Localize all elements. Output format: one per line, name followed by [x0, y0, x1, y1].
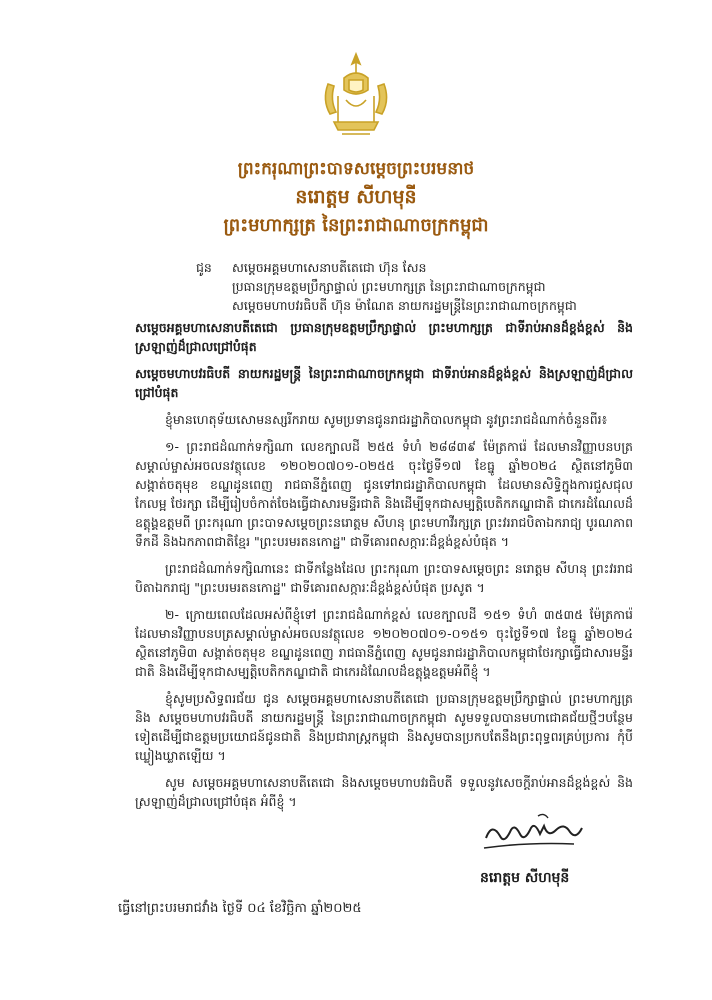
- address-line-3: សម្ដេចមហាបវរធិបតី ហ៊ុន ម៉ាណែត នាយករដ្ឋមន្ត្រីនៃព្រះរាជាណាចក្រកម្ពុជា: [232, 298, 577, 313]
- item-1-paragraph: ១- ព្រះរាជដំណាក់ទក្សិណា លេខក្បាលដី ២៥៥ ទំហំ ២៨៨៣៩ ម៉ែត្រការ៉េ ដែលមានវិញ្ញាបនបត្រសម្គាល់ម្ចាស់អចលនវត្ថុលេខ ១២០២០៧០១-០២៥៥ ចុះថ្ងៃទី១៧ ខែធ្នូ ឆ្នាំ២០២៤ ស្ថិតនៅភូមិ៣ សង្កាត់ចតុមុខ ខណ្ឌដូនពេញ រាជធានីភ្នំពេញ ជូនទៅរាជរដ្ឋាភិបាលកម្ពុជា ដែលមានសិទ្ធិក្នុងការជួសជុលកែលម្អ ថែរក្សា ដើម្បីរៀបចំកាត់ចែងធ្វើជាសារមន្ទីរជាតិ និងដើម្បីទុកជាសម្បត្តិបេតិកភណ្ឌជាតិ ជាកេរដំណែលដ៏ឧត្ដុង្គឧត្ដមពី ព្រះករុណា ព្រះបាទសម្ដេចព្រះនរោត្ដម សីហនុ ព្រះមហាវីរក្សត្រ ព្រះវររាជបិតាឯករាជ្យ បូរណភាពទឹកដី និងឯកភាពជាតិខ្មែរ "ព្រះបរមរតនកោដ្ឋ" ជាទីគោរពសក្ការៈដ៏ខ្ពង់ខ្ពស់បំផុត ។: [135, 439, 633, 549]
- address-to-label: ជូន: [196, 260, 212, 275]
- closing-paragraph: សូម សម្ដេចអគ្គមហាសេនាបតីតេជោ និងសម្ដេចមហាបវរធិបតី ទទួលនូវសេចក្ដីរាប់អានដ៏ខ្ពង់ខ្ពស់ និងស្រឡាញ់ដ៏ជ្រាលជ្រៅបំផុត អំពីខ្ញុំ ។: [135, 775, 633, 809]
- place-and-date: ធ្វើនៅព្រះបរមរាជវាំង ថ្ងៃទី ០៤ ខែវិច្ឆិកា ឆ្នាំ២០២៥: [118, 901, 362, 916]
- royal-coat-of-arms-icon: [316, 50, 396, 140]
- intro-paragraph: ខ្ញុំមានហេតុទ័យសោមនស្សរីករាយ សូមប្រទានជូនរាជរដ្ឋាភិបាលកម្ពុជា នូវព្រះរាជដំណាក់ចំនួនពីរ៖: [165, 412, 608, 427]
- item-2-paragraph: ២- ក្រោយពេលដែលអស់ពីខ្ញុំទៅ ព្រះរាជដំណាក់ខ្ពស់ លេខក្បាលដី ១៥១ ទំហំ ៣៥៣៥ ម៉ែត្រការ៉េ ដែលមានវិញ្ញាបនបត្រសម្គាល់ម្ចាស់អចលនវត្ថុលេខ ១២០២០៧០១-០១៥១ ចុះថ្ងៃទី១៧ ខែធ្នូ ឆ្នាំ២០២៤ ស្ថិតនៅភូមិ៣ សង្កាត់ចតុមុខ ខណ្ឌដូនពេញ រាជធានីភ្នំពេញ សូមជូនរាជរដ្ឋាភិបាលកម្ពុជាថែរក្សាធ្វើជាសារមន្ទីរជាតិ និងដើម្បីទុកជាសម្បត្តិបេតិកភណ្ឌជាតិ ជាកេរដំណែលដ៏ឧត្ដុង្គឧត្ដមអំពីខ្ញុំ ។: [135, 607, 633, 679]
- header-line-1: ព្រះករុណាព្រះបាទសម្ដេចព្រះបរមនាថ: [237, 159, 475, 179]
- header-king-name: នរោត្ដម សីហមុនី: [295, 186, 417, 208]
- header-line-3: ព្រះមហាក្សត្រ នៃព្រះរាជាណាចក្រកម្ពុជា: [223, 215, 489, 236]
- address-line-1: សម្ដេចអគ្គមហាសេនាបតីតេជោ ហ៊ុន សែន: [232, 260, 427, 275]
- item-1-note: ព្រះរាជដំណាក់ទក្សិណានេះ ជាទីកន្លែងដែល ព្រះករុណា ព្រះបាទសម្ដេចព្រះ នរោត្ដម សីហនុ ព្រះវររាជបិតាឯករាជ្យ "ព្រះបរមរតនកោដ្ឋ" ជាទីគោរពសក្ការៈដ៏ខ្ពង់ខ្ពស់បំផុត ប្រសូត ។: [135, 561, 633, 595]
- salutation-2: សម្ដេចមហាបវរធិបតី នាយករដ្ឋមន្ត្រី នៃព្រះរាជាណាចក្រកម្ពុជា ជាទីរាប់អានដ៏ខ្ពង់ខ្ពស់ និងស្រឡាញ់ដ៏ជ្រាលជ្រៅបំផុត: [135, 366, 633, 400]
- blessing-paragraph: ខ្ញុំសូមប្រសិទ្ធពរជ័យ ជូន សម្ដេចអគ្គមហាសេនាបតីតេជោ ប្រធានក្រុមឧត្ដមប្រឹក្សាផ្ទាល់ ព្រះមហាក្សត្រ និង សម្ដេចមហាបវរធិបតី នាយករដ្ឋមន្ត្រី នៃព្រះរាជាណាចក្រកម្ពុជា សូមទទួលបានមហាជោគជ័យថ្មីៗបន្ថែមទៀតដើម្បីជាឧត្ដមប្រយោជន៍ជូនជាតិ និងប្រជារាស្ត្រកម្ពុជា និងសូមបានប្រកបតែនឹងព្រះពុទ្ធពរគ្រប់ប្រការ កុំបីឃ្លៀងឃ្លាតឡើយ ។: [135, 691, 633, 763]
- salutation-1: សម្ដេចអគ្គមហាសេនាបតីតេជោ ប្រធានក្រុមឧត្ដមប្រឹក្សាផ្ទាល់ ព្រះមហាក្សត្រ ជាទីរាប់អានដ៏ខ្ពង់ខ្ពស់ និងស្រឡាញ់ដ៏ជ្រាលជ្រៅបំផុត: [135, 320, 633, 354]
- address-line-2: ប្រធានក្រុមឧត្ដមប្រឹក្សាផ្ទាល់ ព្រះមហាក្សត្រ នៃព្រះរាជាណាចក្រកម្ពុជា: [232, 279, 546, 294]
- address-block: [196, 258, 672, 315]
- handwritten-signature: [478, 808, 598, 858]
- letter-body: [135, 318, 633, 819]
- signer-name: នរោត្ដម សីហមុនី: [480, 870, 570, 886]
